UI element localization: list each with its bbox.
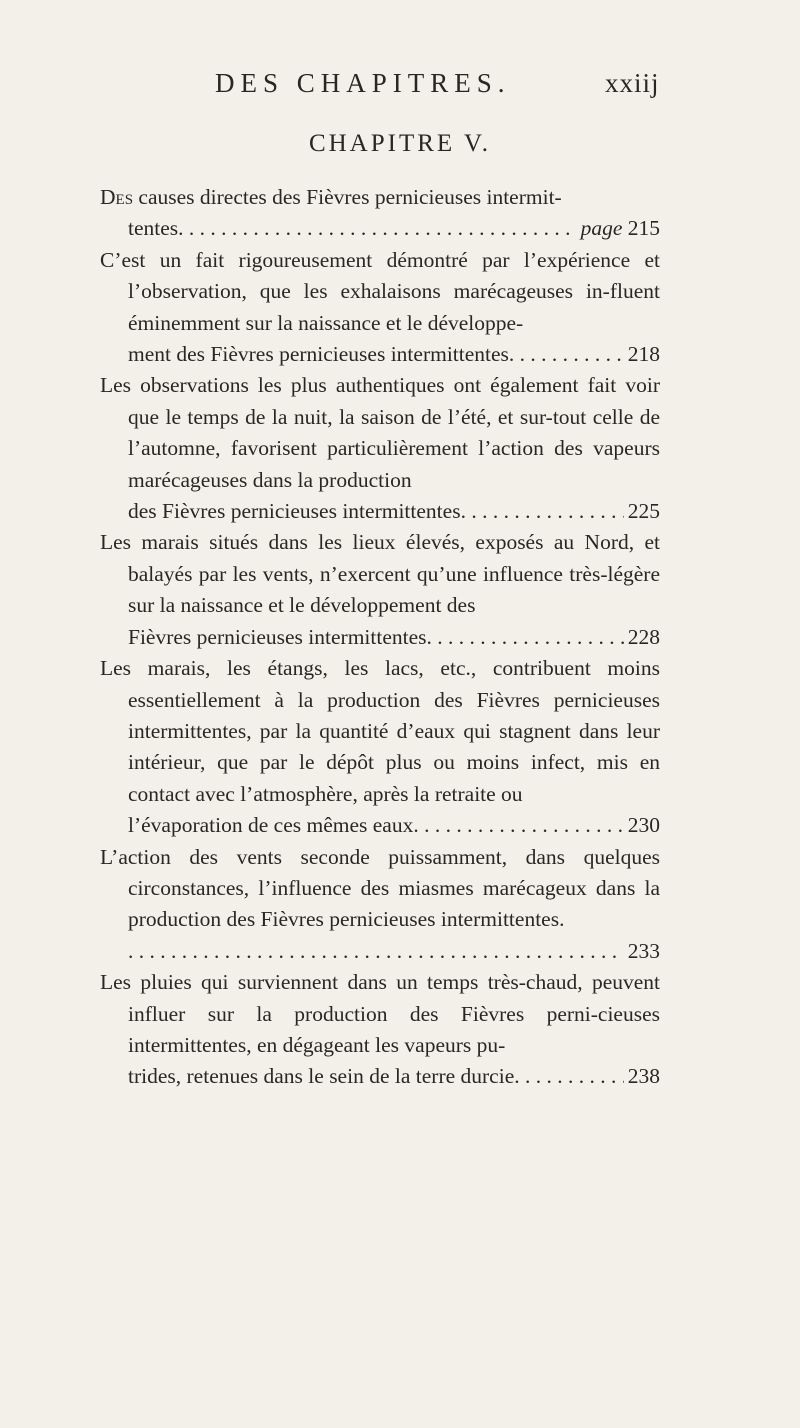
toc-entry-leader-line — [100, 810, 660, 841]
page-number: 233 — [627, 938, 660, 963]
page-number: 238 — [627, 1064, 660, 1089]
toc-entry-body: Les marais situés dans les lieux élevés, exposés au Nord, et balayés par les vents, n’exercent qu’une influence très-légère sur la naissance et le développement des — [100, 530, 660, 618]
page-number: 215 — [627, 216, 660, 241]
dot-leader — [514, 1061, 624, 1092]
toc-entry-last-line: Fièvres pernicieuses intermittentes — [128, 624, 427, 649]
toc-entry-leader-line — [100, 496, 660, 527]
toc-entry-page — [577, 213, 660, 244]
toc-entry-body: Les pluies qui surviennent dans un temps très-chaud, peuvent influer sur la production des Fièvres perni-cieuses intermittentes, en dégageant les vapeurs pu- — [100, 970, 660, 1057]
page-folio: xxiij — [605, 68, 660, 98]
toc-entry-leader-line — [100, 213, 660, 244]
toc-entry — [100, 245, 660, 371]
toc-entry-body: C’est un fait rigoureusement démontré par l’expérience et l’observation, que les exhalaisons marécageuses in-fluent éminemment sur la naissance et le développe- — [100, 247, 660, 335]
toc-entry-body: L’action des vents seconde puissamment, dans quelques circonstances, l’influence des miasmes marécageux dans la production des Fièvres pernicieuses intermittentes. — [100, 844, 660, 932]
page-label: page — [580, 216, 623, 241]
toc-entry-last-line: l’évaporation de ces mêmes eaux — [128, 813, 414, 838]
toc-entry — [100, 842, 660, 968]
toc-entry-initial-word: Des — [100, 185, 134, 209]
toc-entry-body: Les marais, les étangs, les lacs, etc., contribuent moins essentiellement à la production des Fièvres pernicieuses intermittentes, par la quantité d’eaux qui stagnent dans leur intérieur, que par le dépôt plus ou moins infect, mis en contact avec l’atmosphère, après la retraite ou — [100, 656, 660, 806]
toc-entry — [100, 182, 660, 245]
dot-leader — [461, 496, 624, 527]
dot-leader — [413, 810, 623, 841]
dot-leader — [427, 622, 624, 653]
running-head-title: DES CHAPITRES. — [215, 68, 511, 98]
toc-entry — [100, 527, 660, 653]
toc-entry-text — [100, 182, 660, 213]
page-number: 228 — [627, 624, 660, 649]
toc-entry-last-line: trides, retenues dans le sein de la terre durcie — [128, 1064, 515, 1089]
toc-entry-last-line: des Fièvres pernicieuses intermittentes — [128, 499, 461, 524]
toc-entry-body: Les observations les plus authentiques ont également fait voir que le temps de la nuit, la saison de l’été, et sur-tout celle de l’automne, favorisent particulièrement l’action des vapeurs marécageuses dans la production — [100, 373, 660, 492]
toc-entry-leader-line — [100, 936, 660, 967]
toc-entry-leader-line — [100, 339, 660, 370]
toc-entry — [100, 653, 660, 841]
page-number: 230 — [627, 813, 660, 838]
toc-entry — [100, 370, 660, 527]
page-number: 218 — [627, 342, 660, 367]
toc-entry-last-line: tentes — [128, 216, 179, 241]
toc-entry-leader-line — [100, 622, 660, 653]
dot-leader — [178, 213, 576, 244]
page-number: 225 — [627, 499, 660, 524]
toc-entry-body: causes directes des Fièvres pernicieuses intermit- — [133, 185, 562, 209]
running-head — [215, 68, 675, 99]
toc-entry — [100, 967, 660, 1093]
toc-entry-leader-line — [100, 1061, 660, 1092]
dot-leader — [128, 936, 624, 967]
chapter-title: CHAPITRE V. — [308, 130, 492, 157]
toc-entry-last-line: ment des Fièvres pernicieuses intermittentes — [128, 342, 509, 367]
dot-leader — [509, 339, 624, 370]
table-of-contents — [100, 182, 660, 1093]
